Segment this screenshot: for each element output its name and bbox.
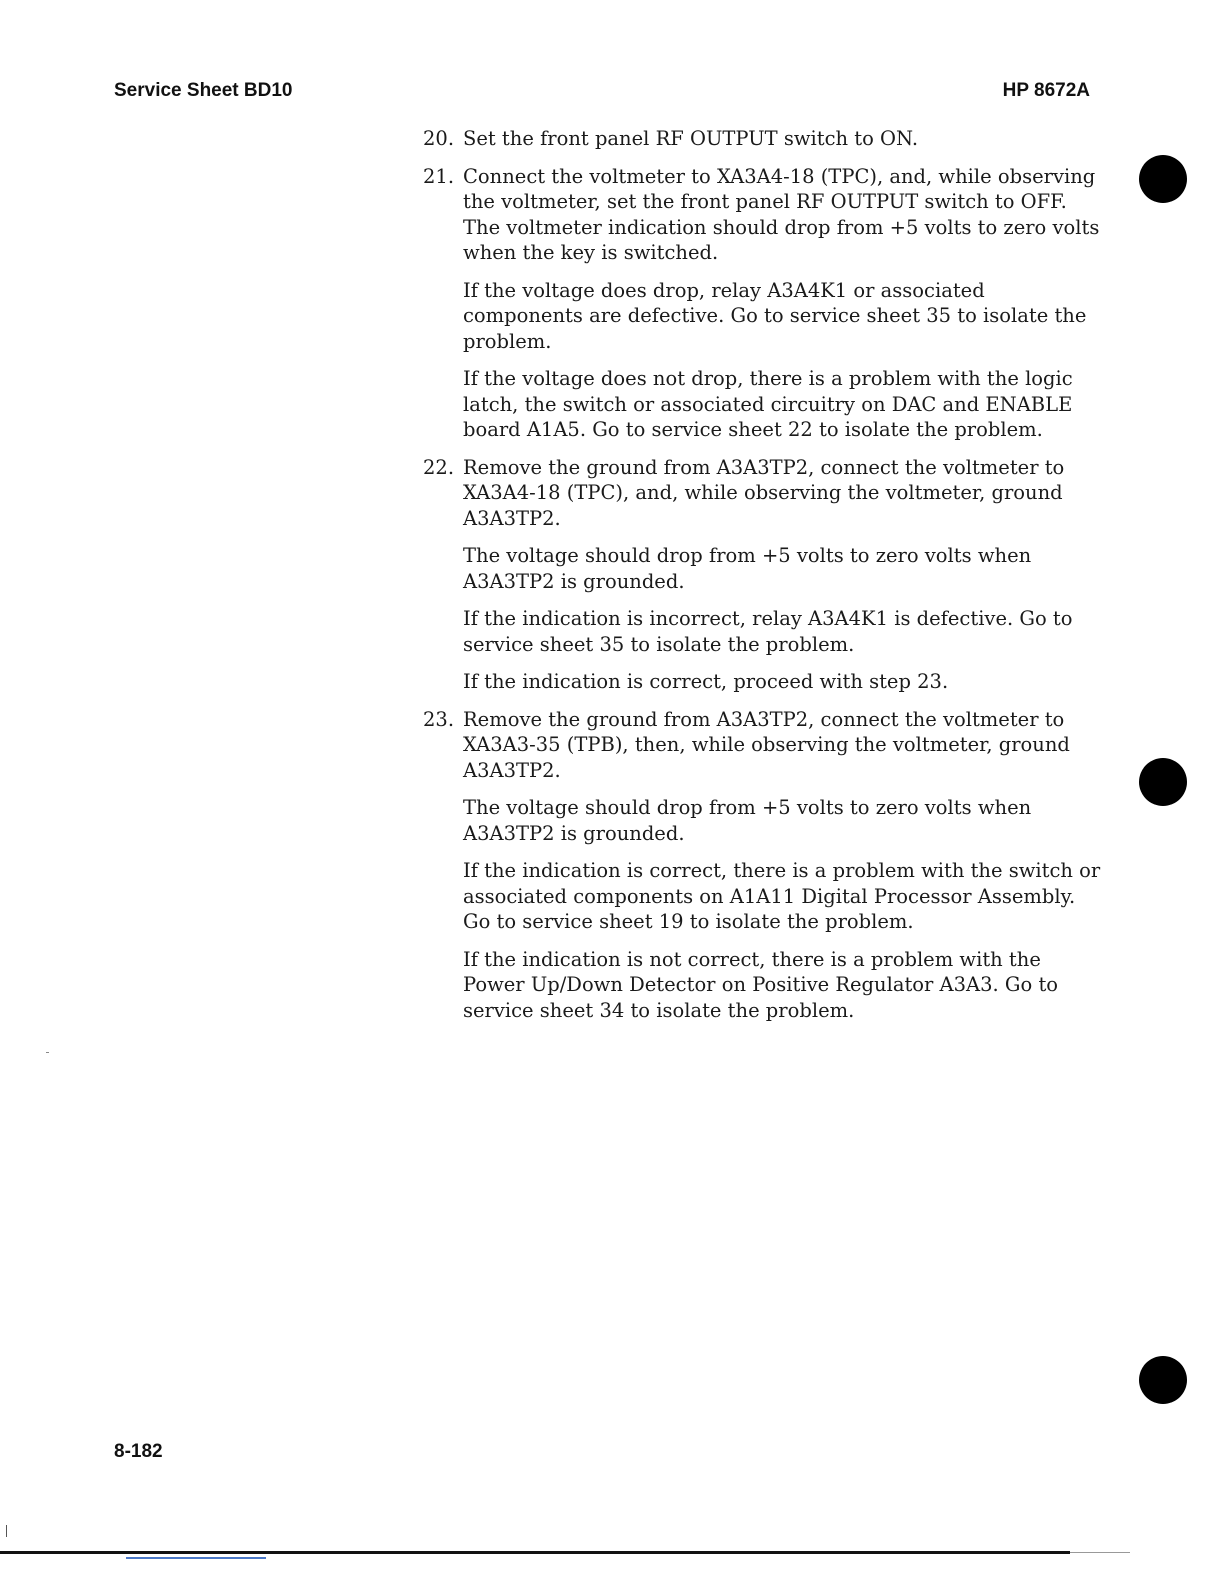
scan-speck bbox=[46, 1052, 49, 1053]
step-number: 20. bbox=[423, 127, 455, 150]
procedure-steps bbox=[423, 126, 1103, 1035]
step-paragraph: Remove the ground from A3A3TP2, connect the voltmeter to XA3A4-18 (TPC), and, while observing the voltmeter, ground A3A3TP2. bbox=[463, 455, 1065, 530]
step-paragraph: If the indication is not correct, there is a problem with the Power Up/Down Detector on Positive Regulator A3A3. Go to service sheet 34 to isolate the problem. bbox=[463, 947, 1059, 1022]
step-paragraph: The voltage should drop from +5 volts to zero volts when A3A3TP2 is grounded. bbox=[463, 544, 1032, 593]
step-paragraph: If the voltage does not drop, there is a problem with the logic latch, the switch or associated circuitry on DAC and ENABLE board A1A5. Go to service sheet 22 to isolate the problem. bbox=[463, 367, 1073, 441]
bottom-rule-tail bbox=[1070, 1552, 1130, 1553]
step-paragraph: If the indication is correct, proceed with step 23. bbox=[463, 670, 949, 693]
step-paragraph: If the voltage does drop, relay A3A4K1 or associated components are defective. Go to service sheet 35 to isolate the problem. bbox=[463, 278, 1087, 353]
header-section-title: Service Sheet BD10 bbox=[114, 80, 293, 101]
margin-tick bbox=[6, 1525, 7, 1537]
step-23 bbox=[423, 707, 1103, 1024]
step-number: 23. bbox=[423, 707, 455, 731]
header-model-number: HP 8672A bbox=[1002, 80, 1090, 101]
step-content bbox=[463, 126, 1103, 152]
step-21 bbox=[423, 164, 1103, 443]
binder-hole-bottom bbox=[1139, 1356, 1187, 1404]
step-paragraph: If the indication is correct, there is a problem with the switch or associated components on A1A11 Digital Processor Assembly. Go to service sheet 19 to isolate the problem. bbox=[463, 859, 1101, 933]
bottom-rule bbox=[0, 1551, 1070, 1554]
step-number: 22. bbox=[423, 455, 455, 479]
step-content bbox=[463, 707, 1103, 1024]
blue-rule bbox=[126, 1557, 266, 1559]
step-paragraph: Set the front panel RF OUTPUT switch to ON. bbox=[463, 127, 919, 150]
step-content bbox=[463, 455, 1103, 695]
step-paragraph: The voltage should drop from +5 volts to zero volts when A3A3TP2 is grounded. bbox=[463, 796, 1032, 845]
step-number: 21. bbox=[423, 164, 455, 188]
step-content bbox=[463, 164, 1103, 443]
step-20 bbox=[423, 126, 1103, 152]
binder-hole-middle bbox=[1139, 758, 1187, 806]
step-paragraph: If the indication is incorrect, relay A3A4K1 is defective. Go to service sheet 35 to isolate the problem. bbox=[463, 607, 1073, 656]
binder-hole-top bbox=[1139, 155, 1187, 203]
step-paragraph: Connect the voltmeter to XA3A4-18 (TPC), and, while observing the voltmeter, set the front panel RF OUTPUT switch to OFF. The voltmeter indication should drop from +5 volts to zero volts when the key is switched. bbox=[463, 164, 1100, 264]
page-number: 8-182 bbox=[114, 1441, 163, 1462]
step-paragraph: Remove the ground from A3A3TP2, connect the voltmeter to XA3A3-35 (TPB), then, while observing the voltmeter, ground A3A3TP2. bbox=[463, 707, 1070, 782]
step-22 bbox=[423, 455, 1103, 695]
